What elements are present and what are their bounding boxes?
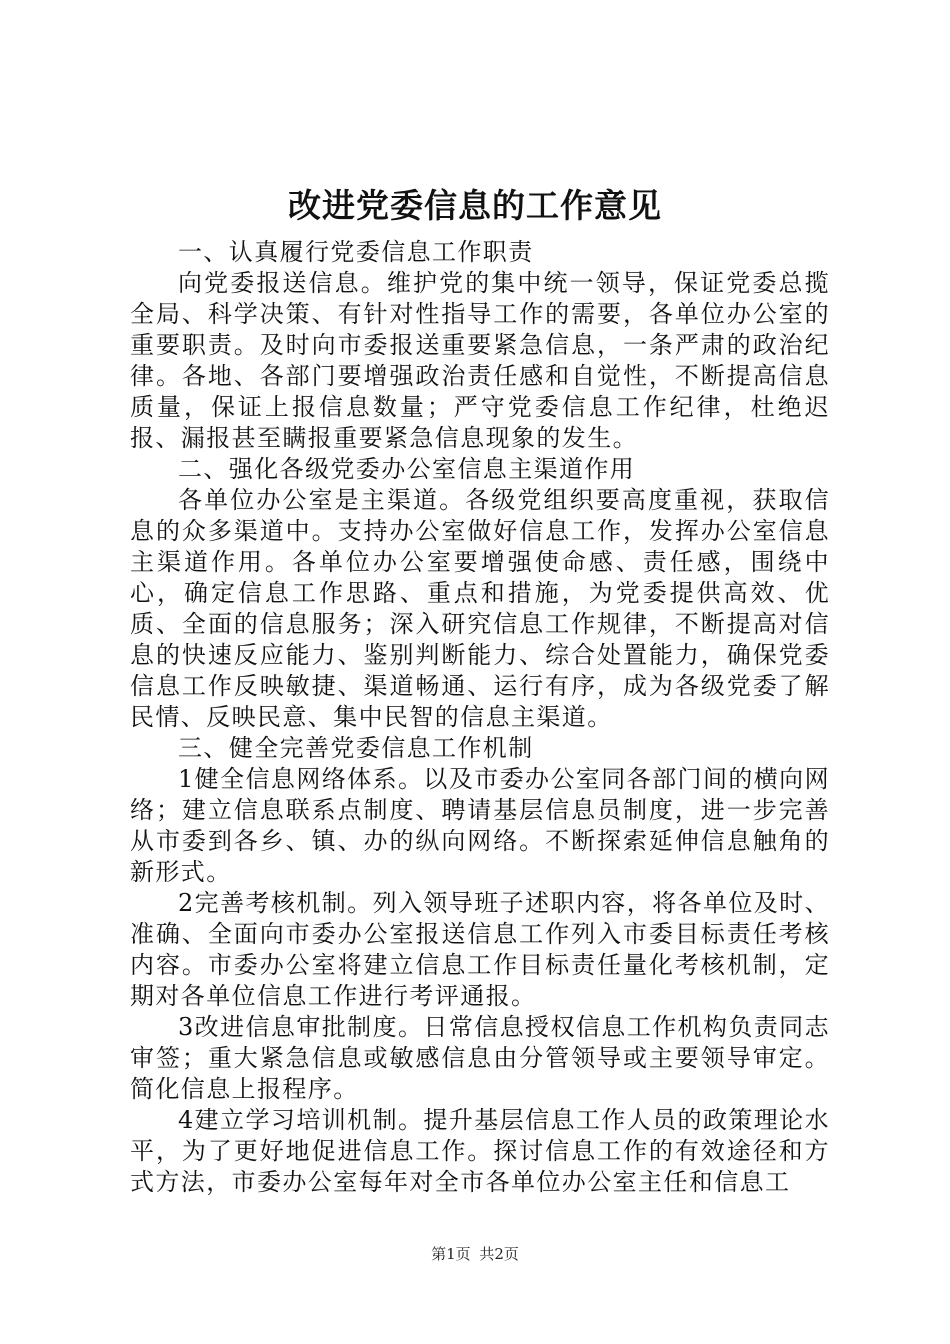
paragraph-2: 各单位办公室是主渠道。各级党组织要高度重视，获取信息的众多渠道中。支持办公室做好信息工作，发挥办公室信息主渠道作用。各单位办公室要增强使命感、责任感，围绕中心，确定信息工作思路、重点和措施，为党委提供高效、优质、全面的信息服务；深入研究信息工作规律，不断提高对信息的快速反应能力、鉴别判断能力、综合处置能力，确保党委信息工作反映敏捷、渠道畅通、运行有序，成为各级党委了解民情、反映民意、集中民智的信息主渠道。 [130, 486, 830, 731]
paragraph-1: 向党委报送信息。维护党的集中统一领导，保证党委总揽全局、科学决策、有针对性指导工作的需要，各单位办公室的重要职责。及时向市委报送重要紧急信息，一条严肃的政治纪律。各地、各部门要增强政治责任感和自觉性，不断提高信息质量，保证上报信息数量；严守党委信息工作纪律，杜绝迟报、漏报甚至瞒报重要紧急信息现象的发生。 [130, 269, 830, 452]
paragraph-item-4: 4建立学习培训机制。提升基层信息工作人员的政策理论水平，为了更好地促进信息工作。探讨信息工作的有效途径和方式方法，市委办公室每年对全市各单位办公室主任和信息工 [130, 1106, 830, 1196]
page-footer [0, 1244, 950, 1264]
page-number: 第1页 [431, 1245, 471, 1263]
paragraph-item-3: 3改进信息审批制度。日常信息授权信息工作机构负责同志审签；重大紧急信息或敏感信息由分管领导或主要领导审定。简化信息上报程序。 [130, 1013, 830, 1103]
document-body [130, 237, 830, 1198]
page-total: 共2页 [479, 1245, 519, 1263]
section-heading-3: 三、健全完善党委信息工作机制 [178, 734, 534, 762]
document-title: 改进党委信息的工作意见 [288, 186, 662, 225]
section-heading-1: 一、认真履行党委信息工作职责 [178, 238, 534, 266]
section-heading-2: 二、强化各级党委办公室信息主渠道作用 [178, 455, 636, 483]
paragraph-item-2: 2完善考核机制。列入领导班子述职内容，将各单位及时、准确、全面向市委办公室报送信息工作列入市委目标责任考核内容。市委办公室将建立信息工作目标责任量化考核机制，定期对各单位信息工作进行考评通报。 [130, 889, 830, 1010]
paragraph-item-1: 1健全信息网络体系。以及市委办公室同各部门间的横向网络；建立信息联系点制度、聘请基层信息员制度，进一步完善从市委到各乡、镇、办的纵向网络。不断探索延伸信息触角的新形式。 [130, 765, 830, 886]
